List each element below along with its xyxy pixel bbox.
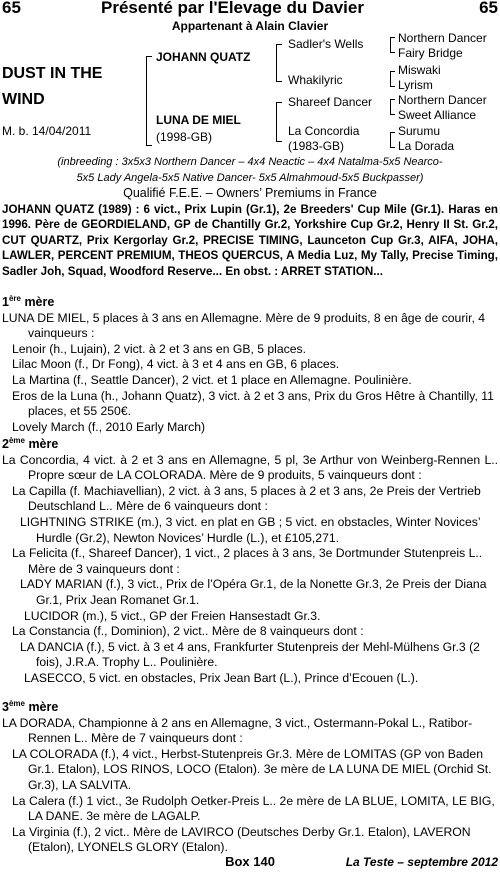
pedigree-sd: Whakilyric xyxy=(288,73,343,87)
pedigree-sdd: Lyrism xyxy=(398,78,433,92)
pedigree-ds: Shareef Dancer xyxy=(288,95,373,109)
produce-eros-de-la-luna: Eros de la Luna (h., Johann Quatz), 3 vict. à 2 et 3 ans, Prix du Gros Hêtre à Chantilly, 11 places, et 55 250€. xyxy=(12,388,494,419)
pedigree-sss: Northern Dancer xyxy=(398,31,487,45)
produce-la-felicita: La Felicita (f., Shareef Dancer), 1 vict., 2 places à 3 ans, 3e Dortmunder Stutenpreis L.. Mère de 3 vainqueurs dont : xyxy=(12,546,483,576)
owner-subtitle: Appartenant à Alain Clavier xyxy=(171,19,329,33)
third-dam-heading: 3ème mère xyxy=(2,698,59,714)
pedigree-dam: LUNA DE MIEL xyxy=(156,113,241,127)
produce-lasecco: LASECCO, 5 vict. en obstacles, Prix Jean Bart (L.), Prince d’Ecouen (L.). xyxy=(24,670,419,685)
produce-la-calera: La Calera (f.) 1 vict., 3e Rudolph Oetker-Preis L.. 2e mère de LA BLUE, LOMITA, LE BIG, LA DANE. 3e mère de LAGALP. xyxy=(12,793,495,824)
sire-paragraph: JOHANN QUATZ (1989) : 6 vict., Prix Lupin (Gr.1), 2e Breeders' Cup Mile (Gr.1). Haras en 1996. Père de GEORDIELAND, GP de Chantilly Gr.2, Yorkshire Cup Gr.2, Henry II St. Gr.2, CUT QUARTZ, Prix Kergorlay Gr.2, PRECISE TIMING, Launceton Cup Gr.3, AIFA, JOHA, LAWLER, PERCENT PREMIUM, THEOS QUERCUS, A Media Luz, My Tally, Precise Timing, Sadler Joh, Squad, Woodford Reserve... En obst. : ARRET STATION... xyxy=(2,203,498,278)
produce-la-virginia: La Virginia (f.), 2 vict.. Mère de LAVIRCO (Deutsches Derby Gr.1. Etalon), LAVERON (Etalon), LYONELS GLORY (Etalon). xyxy=(12,824,471,855)
produce-la-colorada: LA COLORADA (f.), 4 vict., Herbst-Stutenpreis Gr.3. Mère de LOMITAS (GP von Baden Gr.1. Etalon), LOS RINOS, LOCO (Etalon). 3e mère de LA LUNA DE MIEL (Orchid St. Gr.3), LA SALVITA. xyxy=(12,746,492,792)
sale-name: La Teste – septembre 2012 xyxy=(345,855,498,869)
inbreeding-line1: (inbreeding : 3x5x3 Northern Dancer – 4x4 Neactic – 4x4 Natalma-5x5 Nearco- xyxy=(57,156,443,168)
inbreeding-line2: 5x5 Lady Angela-5x5 Native Dancer- 5x5 Almahmoud-5x5 Buckpasser) xyxy=(76,172,424,184)
pedigree-dam-year: (1998-GB) xyxy=(156,130,213,144)
produce-la-capilla: La Capilla (f. Machiavellian), 2 vict. à 3 ans, 5 places à 2 et 3 ans, 2e Preis der Vertrieb Deutschland L.. Mère de 6 vainqueurs dont : xyxy=(12,483,481,514)
horse-name-line1: DUST IN THE xyxy=(2,65,103,82)
third-dam-section xyxy=(2,700,498,856)
lot-number-left: 65 xyxy=(2,0,21,17)
second-dam-heading: 2ème mère xyxy=(2,435,59,451)
qualification: Qualifié F.E.E. – Owners’ Premiums in France xyxy=(123,186,377,200)
first-dam-heading: 1ère mère xyxy=(2,293,55,309)
produce-la-dancia: LA DANCIA (f.), 5 vict. à 3 et 4 ans, Frankfurter Stutenpreis der Mehl-Mülhens Gr.3 (2 fois), J.R.A. Trophy L.. Poulinière. xyxy=(20,639,480,670)
pedigree-dds: Surumu xyxy=(398,124,441,138)
produce-la-constancia: La Constancia (f., Dominion), 2 vict.. Mère de 8 vainqueurs dont : xyxy=(12,624,364,639)
pedigree-ssd: Fairy Bridge xyxy=(398,46,463,60)
first-dam-intro: LUNA DE MIEL, 5 places à 3 ans en Allemagne. Mère de 9 produits, 8 en âge de courir, 4 vainqueurs : xyxy=(2,310,486,341)
page-title: Présenté par l'Elevage du Davier xyxy=(101,0,364,17)
pedigree-ss: Sadler's Wells xyxy=(288,37,364,51)
pedigree-ddd: La Dorada xyxy=(398,139,455,153)
pedigree-dsd: Sweet Alliance xyxy=(398,108,477,122)
pedigree-sds: Miswaki xyxy=(398,63,441,77)
lot-number-right: 65 xyxy=(479,0,498,17)
third-dam-intro: LA DORADA, Championne à 2 ans en Allemagne, 3 vict., Ostermann-Pokal L., Ratibor-Rennen L.. Mère de 7 vainqueurs dont : xyxy=(2,715,473,746)
horse-details: M. b. 14/04/2011 xyxy=(2,124,92,138)
produce-lightning-strike: LIGHTNING STRIKE (m.), 3 vict. en plat en GB ; 5 vict. en obstacles, Winter Novices’ Hurdle (Gr.2), Newton Novices’ Hurdle (L.), et £105,271. xyxy=(20,514,481,545)
produce-lady-marian: LADY MARIAN (f.), 3 vict., Prix de l’Opéra Gr.1, de la Nonette Gr.3, 2e Preis der Diana Gr.1, Prix Jean Romanet Gr.1. xyxy=(20,577,487,607)
second-dam-section xyxy=(2,437,498,687)
produce-lilac-moon: Lilac Moon (f., Dr Fong), 4 vict. à 3 et 4 ans en GB, 6 places. xyxy=(12,357,340,372)
produce-lovely-march: Lovely March (f., 2010 Early March) xyxy=(12,419,206,434)
produce-la-martina: La Martina (f., Seattle Dancer), 2 vict. et 1 place en Allemagne. Poulinière. xyxy=(12,372,412,387)
horse-name-line2: WIND xyxy=(2,91,45,108)
pedigree-dd-year: (1983-GB) xyxy=(288,139,345,153)
pedigree-dd: La Concordia xyxy=(288,124,360,138)
first-dam-section xyxy=(2,295,498,435)
produce-lucidor: LUCIDOR (m.), 5 vict., GP der Freien Hansestadt Gr.3. xyxy=(24,608,321,623)
pedigree-sire: JOHANN QUATZ xyxy=(156,50,251,64)
produce-lenoir: Lenoir (h., Lujain), 2 vict. à 2 et 3 ans en GB, 5 places. xyxy=(12,341,307,356)
pedigree-dss: Northern Dancer xyxy=(398,93,487,107)
second-dam-intro: La Concordia, 4 vict. à 2 et 3 ans en Allemagne, 5 pl, 3e Arthur von Weinberg-Rennen L.. Propre sœur de LA COLORADA. Mère de 9 produits, 5 vainqueurs dont : xyxy=(2,452,498,483)
box-number: Box 140 xyxy=(225,854,275,869)
